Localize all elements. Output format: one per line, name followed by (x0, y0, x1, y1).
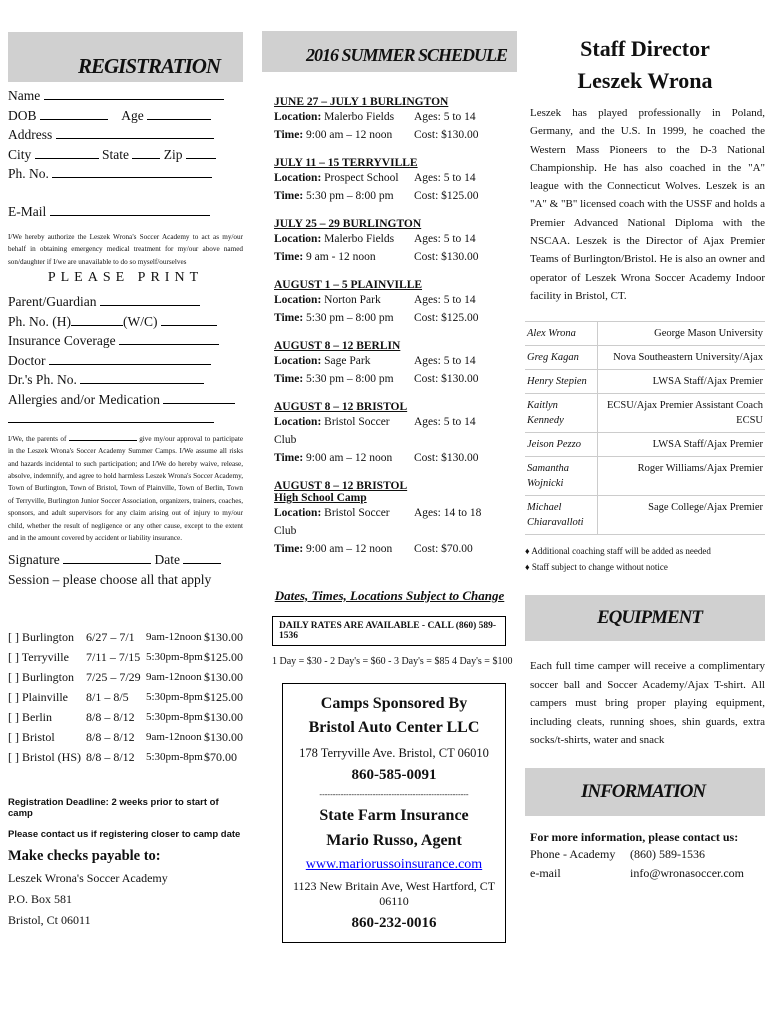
sponsor-name: Bristol Auto Center LLC (308, 719, 480, 736)
coach-affiliation: George Mason University (654, 328, 763, 340)
schedule-location-row: Location: Bristol Soccer Club Ages: 5 to 14 (274, 416, 476, 446)
session-loc: [ ] Bristol (8, 730, 55, 745)
director-bio: Leszek has played professionally in Poland, Germany, and the U.S. In 1999, he coached the Western Mass Pioneers to the D-3 National Championship. He has also coached in the "A" league with the Connecticut Wolves. Leszek is an "A" & "B" licensed coach with the USSF and holds a Premier Advanced National Diploma with the NSCAA. Leszek is the Director of Ajax Premier Teams of Burlington/Bristol. He is also an owner and operator of Leszek Wrona Soccer Academy Indoor facility in Bristol, CT. (530, 107, 765, 302)
coach-name: Alex Wrona (525, 322, 598, 345)
schedule-banner (262, 31, 517, 72)
sponsor-box (282, 683, 506, 943)
city-state-zip-field[interactable]: City State Zip (8, 145, 243, 165)
information-banner (525, 768, 765, 816)
medical-authorization-text: I/We hereby authorize the Leszek Wrona's Soccer Academy to act as my/our behalf in obtaining emergency medical treatment for my/our above named son/daughter if I/we are unavailable to do so myself/ourselves (8, 233, 243, 266)
session-price: $125.00 (204, 650, 243, 665)
coach-table (525, 321, 765, 535)
schedule-location-row: Location: Prospect School Ages: 5 to 14 (274, 172, 476, 184)
coach-affiliation: LWSA Staff/Ajax Premier (652, 376, 763, 388)
checks-line: Leszek Wrona's Soccer Academy (8, 871, 168, 886)
schedule-item (274, 480, 517, 558)
sponsor-phone: 860-585-0091 (351, 767, 437, 783)
phone-row: Phone - Academy (860) 589-1536 (525, 845, 765, 864)
coach-affiliation: Sage College/Ajax Premier (648, 502, 763, 514)
equipment-banner (525, 595, 765, 641)
equipment-title: EQUIPMENT (597, 607, 703, 629)
schedule-item-title: JULY 25 – 29 BURLINGTON (274, 218, 422, 230)
session-price: $130.00 (204, 630, 243, 645)
staff-heading (525, 36, 765, 94)
signature-field[interactable]: Signature Date (8, 550, 243, 570)
session-option[interactable] (8, 627, 243, 647)
schedule-column (262, 0, 517, 943)
please-print-label: PLEASE PRINT (47, 270, 204, 286)
coach-affiliation: Nova Southeastern University/Ajax (613, 352, 763, 364)
doctor-phone-field[interactable]: Dr.'s Ph. No. (8, 370, 243, 390)
schedule-item (274, 340, 517, 388)
schedule-time-row: Time: 9:00 am – 12 noon Cost: $130.00 (274, 452, 479, 464)
session-price: $130.00 (204, 670, 243, 685)
session-time: 5:30pm-8pm (146, 651, 203, 664)
schedule-item-title: JUNE 27 – JULY 1 BURLINGTON (274, 96, 449, 108)
coach-row (525, 496, 765, 535)
checks-line: Bristol, Ct 06011 (8, 913, 91, 928)
session-time: 5:30pm-8pm (146, 691, 203, 704)
schedule-item-title: AUGUST 8 – 12 BRISTOL (274, 480, 408, 492)
staff-note: ♦ Staff subject to change without notice (525, 562, 668, 573)
session-loc: [ ] Burlington (8, 630, 74, 645)
coach-row (525, 457, 765, 496)
session-option[interactable] (8, 667, 243, 687)
session-option[interactable] (8, 747, 243, 767)
schedule-title: 2016 SUMMER SCHEDULE (306, 45, 508, 65)
coach-row (525, 322, 765, 346)
schedule-location-row: Location: Malerbo Fields Ages: 5 to 14 (274, 111, 476, 123)
session-time: 9am-12noon (146, 631, 202, 644)
coach-row (525, 370, 765, 394)
coach-row (525, 346, 765, 370)
session-option[interactable] (8, 727, 243, 747)
insurance-field[interactable]: Insurance Coverage (8, 331, 243, 351)
schedule-location-row: Location: Norton Park Ages: 5 to 14 (274, 294, 476, 306)
academy-email[interactable]: info@wronasoccer.com (630, 865, 745, 880)
director-name: Leszek Wrona (577, 68, 713, 93)
agent-name: Mario Russo, Agent (326, 832, 462, 849)
session-prompt: Session – please choose all that apply (8, 571, 212, 587)
staff-notes (525, 543, 765, 575)
schedule-time-row: Time: 5:30 pm – 8:00 pm Cost: $130.00 (274, 373, 479, 385)
schedule-item (274, 96, 517, 144)
coach-affiliation: LWSA Staff/Ajax Premier (652, 439, 763, 451)
schedule-item-subtitle: High School Camp (274, 492, 367, 504)
session-time: 9am-12noon (146, 671, 202, 684)
waiver-text: I/We, the parents of give my/our approval to participate in the Leszek Wrona's Soccer Academy Summer Camps. I/We assume all risks and hazards incidental to such participation; and I/We do hereby waive, release, absolve, indemnify, and agree to hold harmless Leszek Wrona's Soccer Academy, Town of Burlington, Town of Bristol, Town of Plainville, Town of Berlin, Town of Terryville, Burlington Junior Soccer Association, organizers, trainers, coaches, sponsors, and adult supervisors for any claim arising out of injury to my/our child, whether the result of negligence or any other cause, except to the extent and in the amount covered by accident or liability insurance. (8, 434, 244, 542)
staff-column (525, 0, 765, 883)
schedule-location-row: Location: Sage Park Ages: 5 to 14 (274, 355, 476, 367)
session-dates: 7/25 – 7/29 (86, 670, 141, 685)
agent-address: 1123 New Britain Ave, West Hartford, CT 06110 (292, 879, 496, 908)
coach-name: Henry Stepien (525, 370, 598, 393)
session-dates: 7/11 – 7/15 (86, 650, 141, 665)
session-price: $125.00 (204, 690, 243, 705)
staff-note: ♦ Additional coaching staff will be added as needed (525, 546, 711, 557)
session-dates: 6/27 – 7/1 (86, 630, 135, 645)
schedule-list (274, 96, 517, 558)
contact-note: Please contact us if registering closer to camp date (8, 829, 241, 841)
agent-website-link[interactable]: www.mariorussoinsurance.com (305, 857, 483, 872)
coach-name: Greg Kagan (525, 346, 598, 369)
email-field[interactable]: E-Mail (8, 202, 243, 222)
session-loc: [ ] Bristol (HS) (8, 750, 81, 765)
daily-rates-box: DAILY RATES ARE AVAILABLE - CALL (860) 589-1536 (272, 616, 506, 646)
session-price: $130.00 (204, 730, 243, 745)
session-dates: 8/1 – 8/5 (86, 690, 129, 705)
coach-affiliation: Roger Williams/Ajax Premier (637, 463, 763, 475)
coach-row (525, 394, 765, 433)
schedule-location-row: Location: Malerbo Fields Ages: 5 to 14 (274, 233, 476, 245)
address-field[interactable]: Address (8, 125, 243, 145)
home-phone-field[interactable]: Ph. No. (H) (W/C) (8, 312, 243, 332)
information-title: INFORMATION (581, 780, 706, 802)
coach-affiliation: ECSU/Ajax Premier Assistant Coach ECSU (606, 400, 763, 427)
schedule-item (274, 401, 517, 467)
session-loc: [ ] Burlington (8, 670, 74, 685)
registration-title: REGISTRATION (78, 54, 221, 78)
schedule-item-title: AUGUST 1 – 5 PLAINVILLE (274, 279, 423, 291)
phone-field[interactable]: Ph. No. (8, 164, 243, 184)
staff-director-title: Staff Director (580, 36, 710, 61)
checks-line: P.O. Box 581 (8, 892, 73, 907)
checks-address (8, 868, 243, 931)
deadline-text: Registration Deadline: 2 weeks prior to start of camp (8, 797, 219, 820)
schedule-time-row: Time: 9:00 am – 12 noon Cost: $130.00 (274, 129, 479, 141)
session-list (8, 627, 243, 767)
info-title: For more information, please contact us: (530, 829, 739, 844)
session-loc: [ ] Terryville (8, 650, 69, 665)
session-time: 9am-12noon (146, 731, 202, 744)
session-option[interactable] (8, 687, 243, 707)
subject-to-change-note: Dates, Times, Locations Subject to Change (274, 588, 505, 603)
coach-name: Michael Chiaravalloti (525, 496, 598, 534)
dob-age-field[interactable]: DOB Age (8, 106, 243, 126)
schedule-item (274, 157, 517, 205)
allergies-line[interactable] (8, 409, 243, 429)
rates-line: 1 Day = $30 - 2 Day's = $60 - 3 Day's = $85 4 Day's = $100 (272, 656, 513, 667)
email-row: e-mail info@wronasoccer.com (525, 864, 765, 883)
equipment-text: Each full time camper will receive a complimentary soccer ball and Soccer Academy/Ajax T-shirt. All campers must bring proper playing equipment, including cleats, running shoes, shin guards, extra socks/t-shirts, water and snack (530, 660, 765, 747)
schedule-item-title: AUGUST 8 – 12 BRISTOL (274, 401, 408, 413)
sponsor-heading: Camps Sponsored By (320, 695, 468, 712)
schedule-time-row: Time: 5:30 pm – 8:00 pm Cost: $125.00 (274, 190, 479, 202)
schedule-time-row: Time: 5:30 pm – 8:00 pm Cost: $125.00 (274, 312, 479, 324)
parent-field[interactable]: Parent/Guardian (8, 292, 243, 312)
coach-name: Samantha Wojnicki (525, 457, 598, 495)
sponsor-divider: -------------------------------------------------------- (319, 790, 469, 799)
session-loc: [ ] Berlin (8, 710, 52, 725)
sponsor-address: 178 Terryville Ave. Bristol, CT 06010 (299, 746, 489, 760)
session-dates: 8/8 – 8/12 (86, 730, 135, 745)
session-price: $130.00 (204, 710, 243, 725)
allergies-field[interactable]: Allergies and/or Medication (8, 390, 243, 410)
session-option[interactable] (8, 707, 243, 727)
checks-title: Make checks payable to: (8, 848, 161, 865)
registration-column (8, 0, 243, 931)
schedule-item-title: AUGUST 8 – 12 BERLIN (274, 340, 401, 352)
session-option[interactable] (8, 647, 243, 667)
registration-banner (8, 32, 243, 82)
coach-name: Kaitlyn Kennedy (525, 394, 598, 432)
session-time: 5:30pm-8pm (146, 751, 203, 764)
schedule-item (274, 279, 517, 327)
schedule-time-row: Time: 9:00 am – 12 noon Cost: $70.00 (274, 543, 473, 555)
session-price: $70.00 (204, 750, 237, 765)
name-field[interactable]: Name (8, 86, 243, 106)
academy-phone: (860) 589-1536 (630, 846, 705, 861)
schedule-item (274, 218, 517, 266)
coach-name: Jeison Pezzo (525, 433, 598, 456)
schedule-item-title: JULY 11 – 15 TERRYVILLE (274, 157, 418, 169)
coach-row (525, 433, 765, 457)
doctor-field[interactable]: Doctor (8, 351, 243, 371)
schedule-time-row: Time: 9 am - 12 noon Cost: $130.00 (274, 251, 479, 263)
session-time: 5:30pm-8pm (146, 711, 203, 724)
session-dates: 8/8 – 8/12 (86, 710, 135, 725)
session-loc: [ ] Plainville (8, 690, 68, 705)
agent-phone: 860-232-0016 (351, 915, 437, 931)
insurance-name: State Farm Insurance (319, 807, 469, 824)
schedule-location-row: Location: Bristol Soccer Club Ages: 14 to 18 (274, 507, 482, 537)
session-dates: 8/8 – 8/12 (86, 750, 135, 765)
